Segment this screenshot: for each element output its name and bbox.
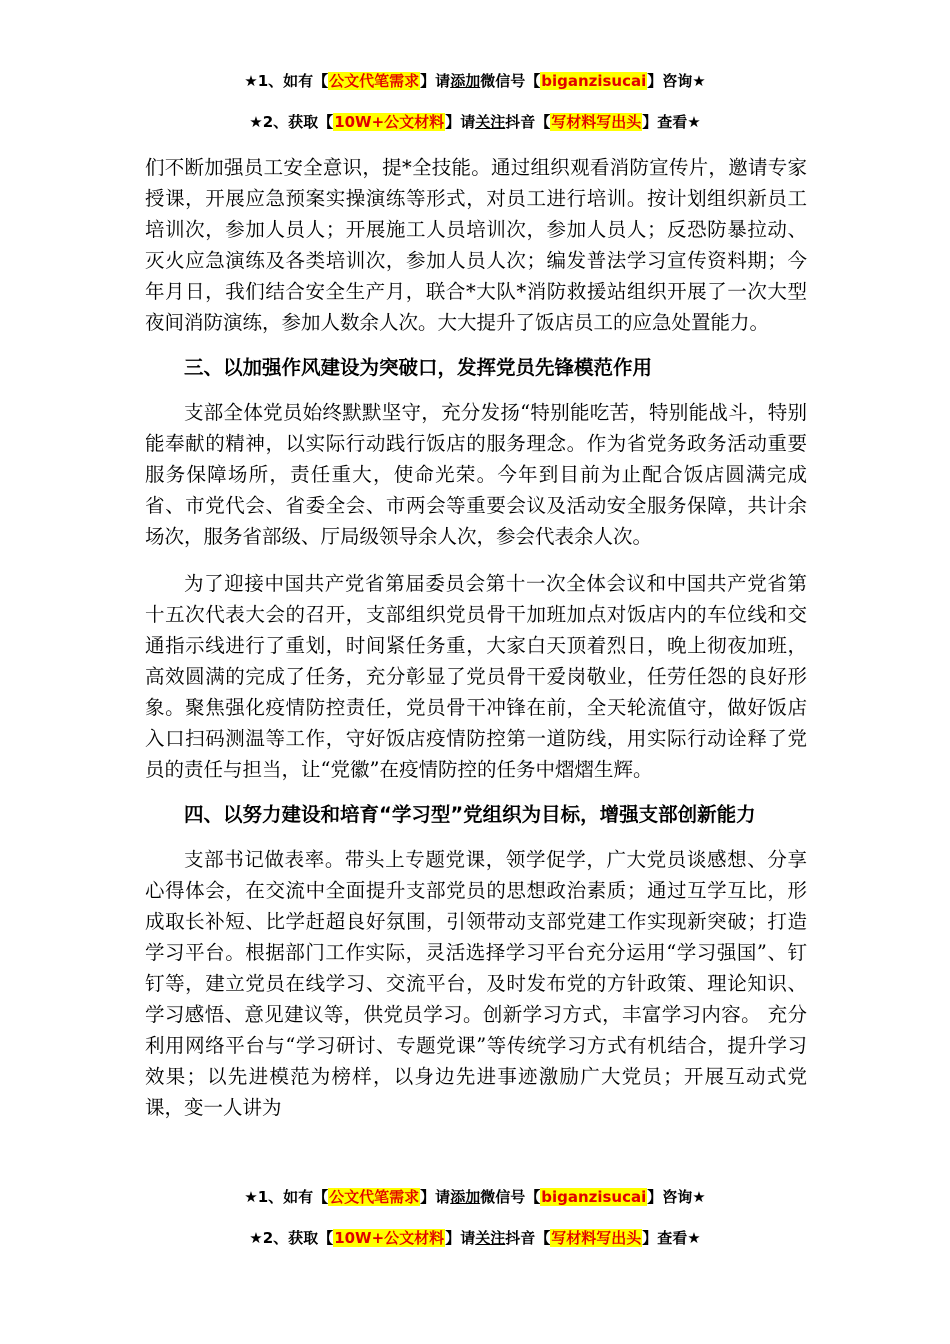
banner-highlight: 10W+公文材料 (334, 113, 445, 131)
banner-text: 】请 (445, 1229, 476, 1247)
section-heading: 四、以努力建设和培育“学习型”党组织为目标，增强支部创新能力 (184, 803, 756, 826)
banner-text: ★2、获取【 (249, 1229, 334, 1247)
banner-underline: 关注 (475, 113, 506, 131)
banner-text: 】查看★ (642, 113, 701, 131)
banner-text: 】请 (420, 72, 451, 90)
banner-text: 抖音【 (505, 113, 551, 131)
paragraph: 们不断加强员工安全意识，提*全技能。通过组织观看消防宣传片，邀请专家授课，开展应急预案实操演练等形式，对员工进行培训。按计划组织新员工培训次，参加人员人；开展施工人员培训次，参加人员人；反恐防暴拉动、灭火应急演练及各类培训次，参加人员人次；编发普法学习宣传资料期；今年月日，我们结合安全生产月，联合*大队*消防救援站组织开展了一次大型夜间消防演练，参加人数余人次。大大提升了饭店员工的应急处置能力。 (145, 156, 807, 334)
banner-underline: 添加 (450, 1188, 481, 1206)
header-banner-line-2 (0, 111, 950, 133)
banner-text: ★1、如有【 (244, 1188, 329, 1206)
banner-highlight: biganzisucai (541, 1188, 647, 1206)
header-banner-line-1 (0, 70, 950, 92)
banner-underline: 添加 (450, 72, 481, 90)
paragraph: 为了迎接中国共产党省第届委员会第十一次全体会议和中国共产党省第十五次代表大会的召开，支部组织党员骨干加班加点对饭店内的车位线和交通指示线进行了重划，时间紧任务重，大家白天顶着烈日，晚上彻夜加班，高效圆满的完成了任务，充分彰显了党员骨干爱岗敬业，任劳任怨的良好形象。聚焦强化疫情防控责任，党员骨干冲锋在前，全天轮流值守，做好饭店入口扫码测温等工作，守好饭店疫情防控第一道防线，用实际行动诠释了党员的责任与担当，让“党徽”在疫情防控的任务中熠熠生辉。 (145, 572, 807, 781)
paragraph: 支部全体党员始终默默坚守，充分发扬“特别能吃苦，特别能战斗，特别能奉献的精神，以实际行动践行饭店的服务理念。作为省党务政务活动重要服务保障场所，责任重大，使命光荣。今年到目前为止配合饭店圆满完成省、市党代会、省委全会、市两会等重要会议及活动安全服务保障，共计余场次，服务省部级、厅局级领导余人次，参会代表余人次。 (145, 401, 807, 548)
banner-highlight: biganzisucai (541, 72, 647, 90)
banner-text: ★2、获取【 (249, 113, 334, 131)
banner-text: 微信号【 (480, 1188, 541, 1206)
section-heading: 三、以加强作风建设为突破口，发挥党员先锋模范作用 (184, 356, 653, 379)
footer-banner-line-2 (0, 1227, 950, 1249)
banner-text: 】咨询★ (647, 72, 706, 90)
banner-text: 】请 (420, 1188, 451, 1206)
document-body (145, 152, 807, 1123)
banner-text: 】请 (445, 113, 476, 131)
paragraph: 支部书记做表率。带头上专题党课，领学促学，广大党员谈感想、分享心得体会，在交流中全面提升支部党员的思想政治素质；通过互学互比，形成取长补短、比学赶超良好氛围，引领带动支部党建工作实现新突破；打造学习平台。根据部门工作实际，灵活选择学习平台充分运用“学习强国”、钉钉等，建立党员在线学习、交流平台，及时发布党的方针政策、理论知识、学习感悟、意见建议等，供党员学习。创新学习方式，丰富学习内容。 充分利用网络平台与“学习研讨、专题党课”等传统学习方式有机结合，提升学习效果；以先进模范为榜样，以身边先进事迹激励广大党员；开展互动式党课，变一人讲为 (145, 848, 807, 1119)
banner-underline: 关注 (475, 1229, 506, 1247)
banner-highlight: 公文代笔需求 (329, 72, 420, 90)
banner-text: 】咨询★ (647, 1188, 706, 1206)
banner-text: 微信号【 (480, 72, 541, 90)
banner-highlight: 写材料写出头 (551, 113, 642, 131)
banner-highlight: 写材料写出头 (551, 1229, 642, 1247)
banner-text: ★1、如有【 (244, 72, 329, 90)
banner-text: 抖音【 (505, 1229, 551, 1247)
banner-text: 】查看★ (642, 1229, 701, 1247)
banner-highlight: 公文代笔需求 (329, 1188, 420, 1206)
footer-banner-line-1 (0, 1186, 950, 1208)
banner-highlight: 10W+公文材料 (334, 1229, 445, 1247)
